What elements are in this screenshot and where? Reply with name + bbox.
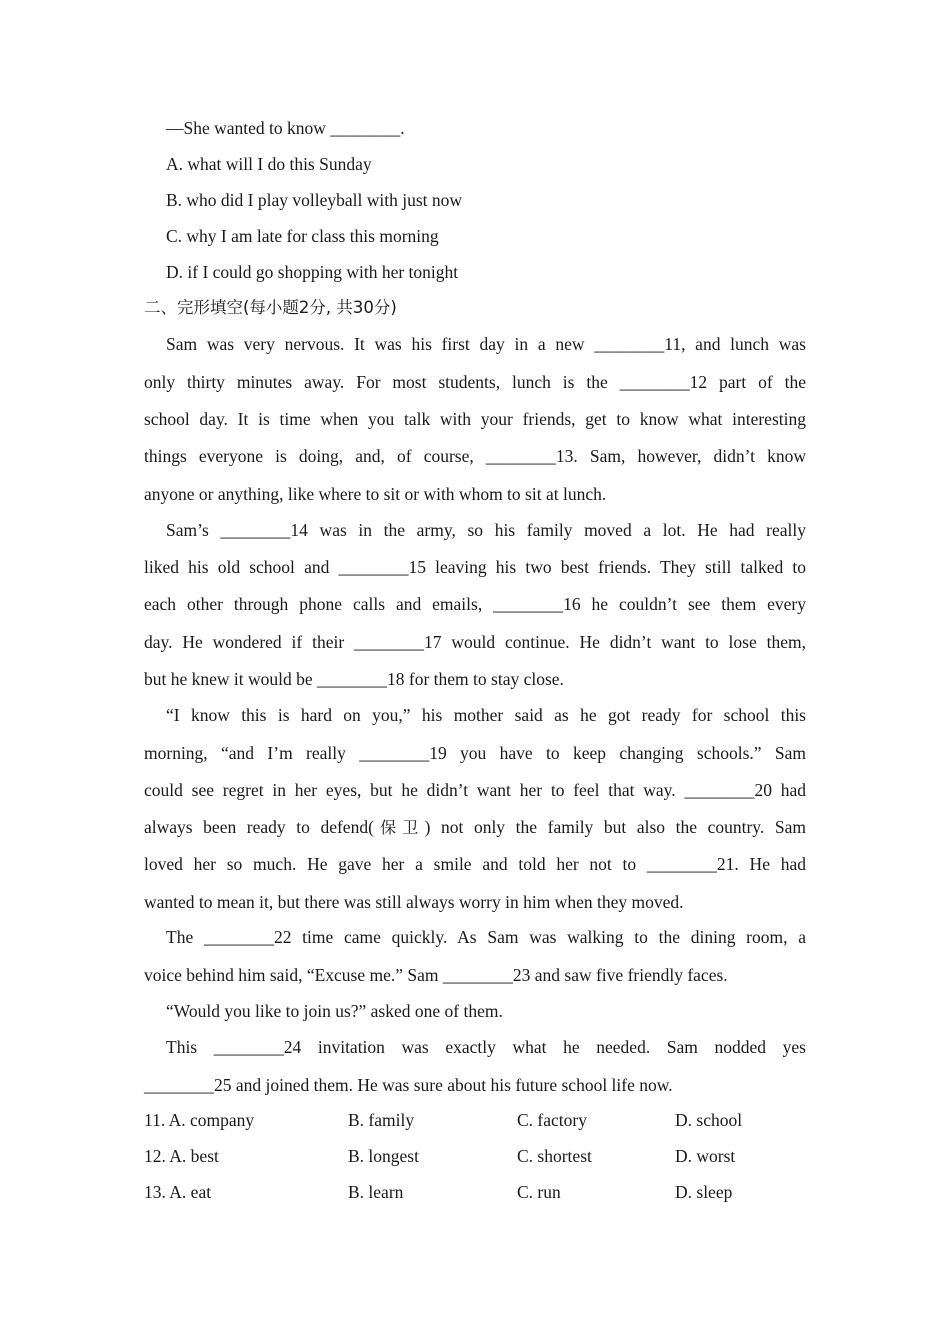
- choice-c: C. factory: [517, 1110, 587, 1130]
- choice-a: 13. A. eat: [144, 1182, 212, 1202]
- choice-a: 12. A. best: [144, 1146, 219, 1166]
- passage-line: This ________24 invitation was exactly what he needed. Sam nodded yes: [166, 1037, 806, 1057]
- choice-row-13: [144, 1181, 806, 1203]
- choice-b: B. longest: [348, 1146, 419, 1166]
- passage-line: liked his old school and ________15 leaving his two best friends. They still talked to: [144, 557, 806, 577]
- passage-line: Sam was very nervous. It was his first day in a new ________11, and lunch was: [166, 334, 806, 354]
- passage-line: The ________22 time came quickly. As Sam was walking to the dining room, a: [166, 927, 806, 947]
- choice-row-11: [144, 1109, 806, 1131]
- passage-line: loved her so much. He gave her a smile and told her not to ________21. He had: [144, 854, 806, 874]
- passage-line: morning, “and I’m really ________19 you have to keep changing schools.” Sam: [144, 743, 806, 763]
- passage-line: wanted to mean it, but there was still always worry in him when they moved.: [144, 892, 684, 912]
- passage-line: anyone or anything, like where to sit or with whom to sit at lunch.: [144, 484, 607, 504]
- choice-c: C. shortest: [517, 1146, 592, 1166]
- passage-line: voice behind him said, “Excuse me.” Sam ________23 and saw five friendly faces.: [144, 965, 728, 985]
- passage-line: but he knew it would be ________18 for them to stay close.: [144, 669, 564, 689]
- passage-line: “Would you like to join us?” asked one of them.: [166, 1001, 503, 1021]
- passage-line: things everyone is doing, and, of course, ________13. Sam, however, didn’t know: [144, 446, 806, 466]
- gloss-chinese: 保卫: [373, 818, 425, 837]
- choice-d: D. sleep: [675, 1182, 733, 1202]
- passage-line: only thirty minutes away. For most students, lunch is the ________12 part of the: [144, 372, 806, 392]
- passage-line: “I know this is hard on you,” his mother said as he got ready for school this: [166, 705, 806, 725]
- choice-b: B. learn: [348, 1182, 404, 1202]
- question-option-a: A. what will I do this Sunday: [166, 154, 372, 174]
- question-option-b: B. who did I play volleyball with just now: [166, 190, 463, 210]
- passage-line: ________25 and joined them. He was sure about his future school life now.: [144, 1075, 673, 1095]
- choice-a: 11. A. company: [144, 1110, 255, 1130]
- passage-text: always been ready to defend(: [144, 817, 374, 837]
- choice-c: C. run: [517, 1182, 561, 1202]
- choice-row-12: [144, 1145, 806, 1167]
- question-option-c: C. why I am late for class this morning: [166, 226, 439, 246]
- passage-line: each other through phone calls and emails, ________16 he couldn’t see them every: [144, 594, 806, 614]
- passage-line: day. He wondered if their ________17 would continue. He didn’t want to lose them,: [144, 632, 806, 652]
- choice-d: D. school: [675, 1110, 743, 1130]
- passage-line: could see regret in her eyes, but he didn’t want her to feel that way. ________20 had: [144, 780, 806, 800]
- passage-text: ) not only the family but also the country. Sam: [424, 817, 806, 837]
- choice-b: B. family: [348, 1110, 415, 1130]
- passage-line: school day. It is time when you talk with your friends, get to know what interesting: [144, 409, 806, 429]
- passage-line: Sam’s ________14 was in the army, so his family moved a lot. He had really: [166, 520, 806, 540]
- section-heading: 二、完形填空(每小题2分, 共30分): [144, 298, 397, 317]
- question-stem: —She wanted to know ________.: [166, 118, 405, 138]
- passage-line: [144, 816, 806, 839]
- choice-d: D. worst: [675, 1146, 736, 1166]
- question-option-d: D. if I could go shopping with her tonight: [166, 262, 459, 282]
